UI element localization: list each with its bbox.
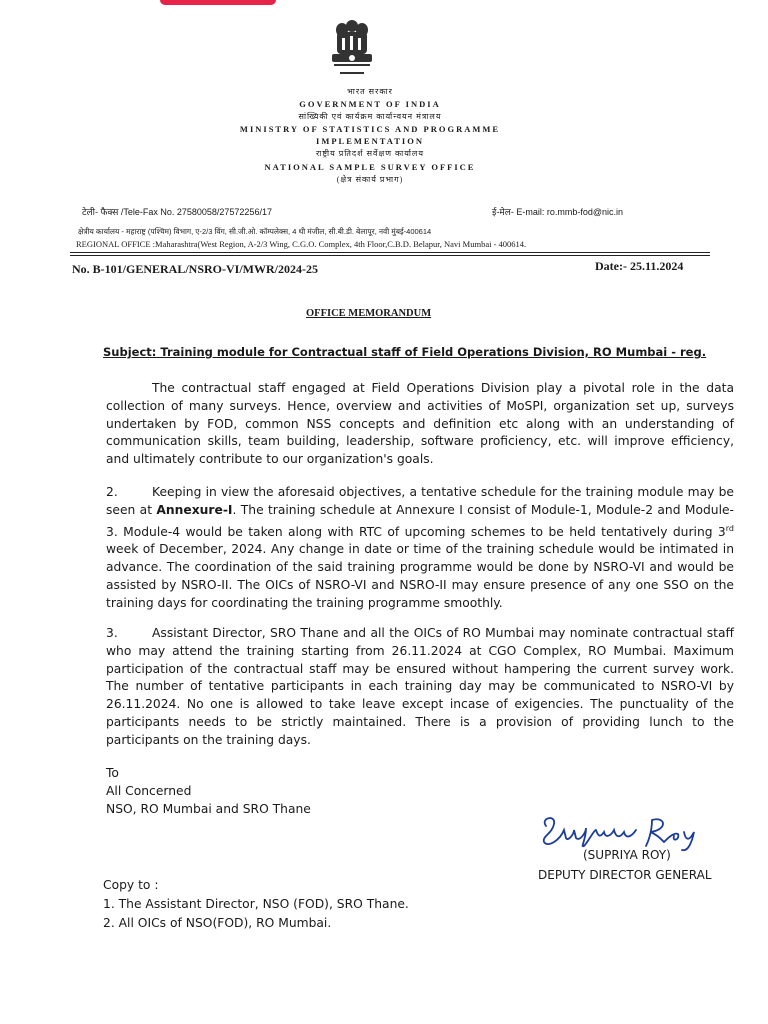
paragraph-2-text-a: Keeping in view the aforesaid objectives, a tentative schedule for the training module may be seen at [106, 485, 734, 517]
paragraph-1-text: The contractual staff engaged at Field Operations Division play a pivotal role in the data collection of many surveys. Hence, overview and activities of MoSPI, organization set up, surveys undertaken by FOD, common NSS concepts and definition etc along with an understanding of communication skills, team building, leadership, software proficiency, etc. will improve efficiency, and ultimately contribute to our organization's goals. [106, 381, 734, 467]
reference-number: No. B-101/GENERAL/NSRO-VI/MWR/2024-25 [72, 262, 319, 276]
regional-office-hindi: क्षेत्रीय कार्यालय - महाराष्ट्र (पश्चिम) विभाग, ए-2/3 विंग, सी.जी.ओ. कॉम्पलेक्स, 4 थी मंजील, सी.बी.डी. बेलापूर, नवी मुंबई-400614 [78, 227, 432, 236]
hindi-government-line: भारत सरकार [347, 87, 393, 96]
paragraph-1 [106, 380, 734, 469]
copy-to-label: Copy to : [103, 878, 159, 892]
government-line: GOVERNMENT OF INDIA [299, 99, 441, 109]
to-label: To [106, 766, 119, 780]
paragraph-3 [106, 625, 734, 750]
to-line-1: All Concerned [106, 784, 192, 798]
email-text: ई-मेल- E-mail: ro.mmb-fod@nic.in [492, 207, 624, 217]
signatory-name: (SUPRIYA ROY) [583, 848, 671, 862]
memo-title: OFFICE MEMORANDUM [306, 308, 432, 319]
copy-to-block [103, 876, 409, 933]
hindi-ministry-line: सांख्यिकी एवं कार्यक्रम कार्यान्वयन मंत्रालय [298, 112, 442, 121]
paragraph-2 [106, 484, 734, 613]
ministry-line-2: IMPLEMENTATION [316, 136, 424, 146]
regional-office-english: REGIONAL OFFICE :Maharashtra(West Region, A-2/3 Wing, C.G.O. Complex, 4th Floor,C.B.D. Belapur, Navi Mumbai - 400614. [76, 239, 527, 249]
header-divider-2 [70, 255, 710, 256]
memo-date: Date:- 25.11.2024 [595, 259, 684, 273]
ordinal-suffix: rd [725, 523, 734, 533]
subject-line: Subject: Training module for Contractual staff of Field Operations Division, RO Mumbai - reg. [103, 345, 707, 359]
paragraph-3-number: 3. [106, 626, 118, 640]
telefax-text: टेली- फैक्स /Tele-Fax No. 27580058/27572256/17 [82, 207, 272, 217]
handwritten-signature [540, 812, 710, 852]
header-divider [70, 252, 710, 253]
hindi-office-line: राष्ट्रीय प्रतिदर्श सर्वेक्षण कार्यालय [316, 149, 424, 158]
paragraph-2-text-c: week of December, 2024. Any change in date or time of the training schedule would be intimated in advance. The coordination of the said training programme would be done by NSRO-VI and would be assisted by NSRO-II. The OICs of NSRO-VI and NSRO-II may ensure presence of any one SSO on the training days for coordinating the training programme smoothly. [106, 542, 734, 610]
paragraph-2-number: 2. [106, 485, 118, 499]
ministry-line-1: MINISTRY OF STATISTICS AND PROGRAMME [239, 124, 501, 134]
paragraph-3-text: Assistant Director, SRO Thane and all the OICs of RO Mumbai may nominate contractual staff who may attend the training starting from 26.11.2024 at CGO Complex, RO Mumbai. Maximum participation of the contractual staff may be ensured without hampering the current survey work. The number of tentative participants in each training day may be communicated to NSRO-VI by 26.11.2024. No one is allowed to take leave except incase of exigencies. The punctuality of the participants needs to be strictly maintained. There is a provision of providing lunch to the participants on the training days. [106, 626, 734, 747]
recipients-block [106, 764, 311, 818]
hindi-division-line: (क्षेत्र संकार्य प्रभाग) [336, 175, 404, 184]
annexure-reference: Annexure-I [156, 502, 233, 517]
national-emblem-icon [320, 18, 384, 80]
signatory-designation: DEPUTY DIRECTOR GENERAL [538, 868, 712, 882]
top-edge-mark [160, 0, 276, 5]
office-line: NATIONAL SAMPLE SURVEY OFFICE [264, 162, 476, 172]
paragraph-2-text-b: . The training schedule at Annexure I consist of Module-1, Module-2 and Module-3. Module-4 would be taken along with RTC of upcoming schemes to be held tentatively during 3 [106, 502, 734, 539]
to-line-2: NSO, RO Mumbai and SRO Thane [106, 802, 311, 816]
copy-item: 2. All OICs of NSO(FOD), RO Mumbai. [103, 916, 332, 930]
copy-item: 1. The Assistant Director, NSO (FOD), SRO Thane. [103, 897, 409, 911]
